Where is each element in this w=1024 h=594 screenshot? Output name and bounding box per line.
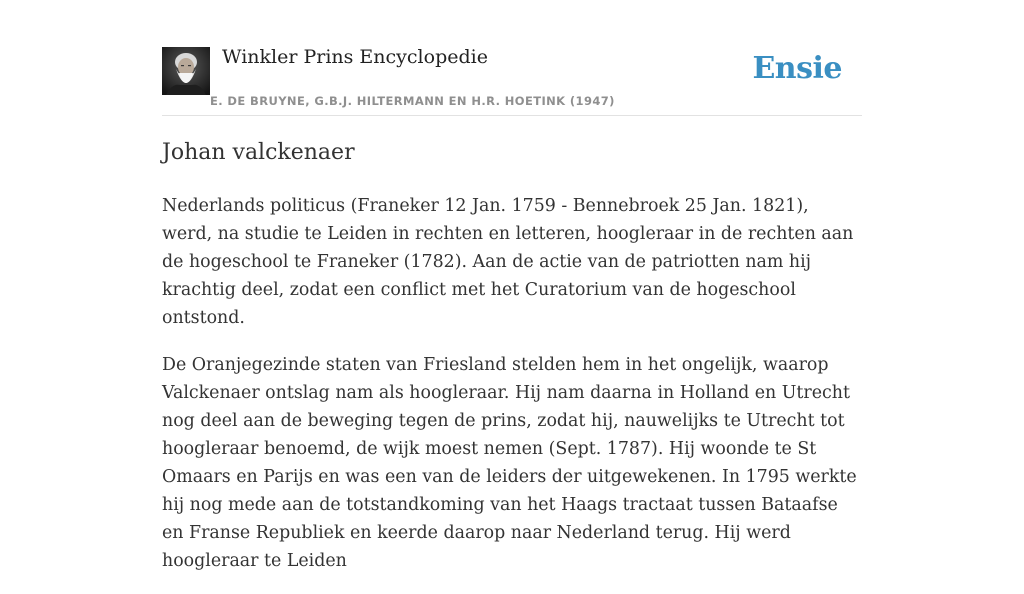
source-title[interactable]: Winkler Prins Encyclopedie (222, 46, 488, 68)
article-paragraph: Nederlands politicus (Franeker 12 Jan. 1759 - Bennebroek 25 Jan. 1821), werd, na studie te Leiden in rechten en letteren, hoogleraar in de rechten aan de hogeschool te Franeker (1782). Aan de actie van de patriotten nam hij krachtig deel, zodat een conflict met het Curatorium van de hogeschool ontstond. (162, 196, 854, 328)
source-avatar[interactable] (162, 47, 210, 95)
article-paragraph: De Oranjegezinde staten van Friesland stelden hem in het ongelijk, waarop Valckenaer ontslag nam als hoogleraar. Hij nam daarna in Holland en Utrecht nog deel aan de beweging tegen de prins, zodat hij, nauwelijks te Utrecht tot hoogleraar benoemd, de wijk moest nemen (Sept. 1787). Hij woonde te St Omaars en Parijs en was een van de leiders der uitgewekenen. In 1795 werkte hij nog mede aan de totstandkoming van het Haags tractaat tussen Bataafse en Franse Republiek en keerde daarop naar Nederland terug. Hij werd hoogleraar te Leiden (162, 355, 857, 571)
bearded-man-portrait-icon (162, 47, 210, 95)
source-header (162, 0, 862, 116)
article-body (162, 192, 862, 594)
source-authors: E. DE BRUYNE, G.B.J. HILTERMANN EN H.R. HOETINK (1947) (210, 94, 615, 108)
content-column (162, 0, 862, 571)
article-title: Johan valckenaer (162, 140, 355, 165)
ensie-logo-link[interactable]: Ensie (752, 51, 842, 86)
